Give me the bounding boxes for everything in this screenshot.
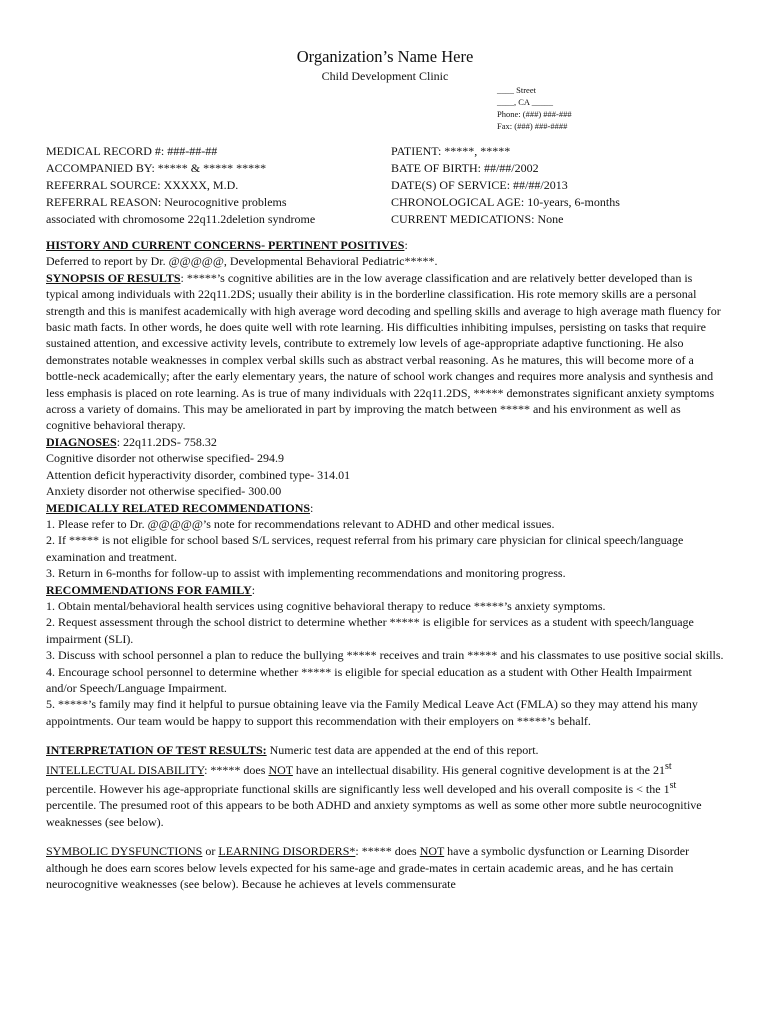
- intellectual-heading: INTELLECTUAL DISABILITY: [46, 762, 205, 777]
- history-heading-line: [46, 237, 724, 253]
- referral-reason: REFERRAL REASON: Neurocognitive problems: [46, 195, 287, 209]
- intellectual-text-4: percentile. The presumed root of this appears to be both ADHD and anxiety symptoms as well as some other more subtle neurocognitive weaknesses (see below).: [46, 798, 702, 829]
- family-rec-item: 2. Request assessment through the school district to determine whether ***** is eligible for services as a student with speech/language impairment (SLI).: [46, 615, 694, 646]
- intellectual-paragraph: [46, 759, 724, 831]
- synopsis-text: : *****’s cognitive abilities are in the low average classification and are relatively better developed than is typical among individuals with 22q11.2DS; usually their ability is in the borderline classification. His rote memory skills are a personal strength and this is manifest academically with high average word decoding and spelling skills and average to high average math fluency for basic math facts. In other words, he does quite well with rote learning. His difficulties inhibiting impulses, persisting on tasks that require sustained attention, and excessive activity levels, contribute to extremely low levels of age-appropriate adaptive functioning. He also demonstrates notable weaknesses in complex verbal skills such as abstract verbal reasoning. As he matures, this will become more of a bottle-neck academically; after the early elementary years, the nature of school work changes and requires more analysis and synthesis and less emphasis is placed on rote learning. As is true of many individuals with 22q11.2DS, ***** demonstrates significant anxiety symptoms across a variety of domains. This may be ameliorated in part by improving the match between ***** and his environment as well as cognitive behavioral therapy.: [46, 270, 721, 433]
- intellectual-text-1: : ***** does: [204, 762, 269, 777]
- intellectual-sup-1: st: [665, 760, 672, 772]
- symbolic-text-2: have a symbolic dysfunction or Learning Disorder although he does earn scores below levels expected for his same-age and grade-mates in certain academic areas, and he has certain neurocognitive weaknesses (see below). Because he achieves at levels commensurate: [46, 844, 690, 892]
- learning-disorders-heading: LEARNING DISORDERS*: [218, 844, 356, 859]
- medical-rec-item: 2. If ***** is not eligible for school based S/L services, request referral from his primary care physician for clinical speech/language examination and treatment.: [46, 533, 684, 564]
- medical-record-number: MEDICAL RECORD #: ###-##-##: [46, 144, 218, 158]
- diagnoses-line: [46, 434, 724, 450]
- clinic-address: [497, 84, 572, 132]
- family-rec-item: 4. Encourage school personnel to determine whether ***** is eligible for special education as a student with Other Health Impairment and/or Speech/Language Impairment.: [46, 664, 692, 695]
- interpretation-line: [46, 742, 724, 758]
- history-text: Deferred to report by Dr. @@@@@, Developmental Behavioral Pediatric*****.: [46, 254, 438, 269]
- medical-recs-heading-line: [46, 500, 724, 516]
- clinic-name: Child Development Clinic: [321, 69, 449, 83]
- birth-date: BATE OF BIRTH: ##/##/2002: [391, 161, 539, 175]
- history-colon: :: [404, 238, 408, 252]
- address-phone: Phone: (###) ###-###: [497, 109, 572, 119]
- medical-rec-item: 3. Return in 6-months for follow-up to assist with implementing recommendations and monitoring progress.: [46, 566, 566, 581]
- referral-reason-cont: associated with chromosome 22q11.2deletion syndrome: [46, 212, 316, 226]
- intellectual-sup-2: st: [669, 780, 677, 791]
- referral-source: REFERRAL SOURCE: XXXXX, M.D.: [46, 178, 239, 192]
- synopsis-heading: SYNOPSIS OF RESULTS: [46, 270, 181, 285]
- report-body: [46, 237, 724, 892]
- interpretation-text: Numeric test data are appended at the end of this report.: [266, 743, 539, 758]
- address-street: ____ Street: [497, 85, 536, 95]
- current-medications: CURRENT MEDICATIONS: None: [391, 212, 564, 226]
- family-rec-item: 1. Obtain mental/behavioral health services using cognitive behavioral therapy to reduce *****’s anxiety symptoms.: [46, 598, 606, 613]
- symbolic-or: or: [202, 844, 219, 859]
- diagnosis-item: Anxiety disorder not otherwise specified- 300.00: [46, 484, 282, 499]
- service-date: DATE(S) OF SERVICE: ##/##/2013: [391, 178, 568, 192]
- intellectual-not: NOT: [268, 762, 293, 777]
- record-info-left: [46, 143, 315, 228]
- family-rec-item: 3. Discuss with school personnel a plan to reduce the bullying ***** receives and train ***** and his classmates to use positive social skills.: [46, 648, 724, 663]
- synopsis-paragraph: [46, 270, 724, 434]
- address-fax: Fax: (###) ###-####: [497, 121, 568, 131]
- family-recs-heading-line: [46, 582, 724, 598]
- symbolic-heading: SYMBOLIC DYSFUNCTIONS: [46, 844, 203, 859]
- family-rec-item: 5. *****’s family may find it helpful to pursue obtaining leave via the Family Medical Leave Act (FMLA) so they may attend his many appointments. Our team would be happy to support this recommendation with their employers on *****’s behalf.: [46, 697, 698, 728]
- family-recs-colon: :: [251, 582, 256, 597]
- symbolic-text-1: : ***** does: [355, 844, 420, 859]
- diagnosis-item: Attention deficit hyperactivity disorder, combined type- 314.01: [46, 467, 351, 482]
- interpretation-heading: INTERPRETATION OF TEST RESULTS:: [46, 743, 267, 758]
- patient-name: PATIENT: *****, *****: [391, 144, 511, 158]
- section-spacer: [46, 729, 724, 742]
- diagnoses-primary: : 22q11.2DS- 758.32: [116, 434, 217, 449]
- symbolic-not: NOT: [419, 844, 445, 859]
- medical-recs-colon: :: [310, 500, 314, 515]
- section-spacer: [46, 830, 724, 843]
- organization-name: Organization’s Name Here: [296, 47, 474, 66]
- record-info-right: [391, 143, 620, 228]
- medical-rec-item: 1. Please refer to Dr. @@@@@’s note for recommendations relevant to ADHD and other medical issues.: [46, 516, 555, 531]
- chronological-age: CHRONOLOGICAL AGE: 10-years, 6-months: [391, 195, 620, 209]
- diagnosis-item: Cognitive disorder not otherwise specified- 294.9: [46, 451, 284, 466]
- intellectual-text-3: percentile. However his age-appropriate functional skills are significantly less well developed and his overall composite is < the 1: [46, 782, 670, 796]
- intellectual-text-2: have an intellectual disability. His general cognitive development is at the 21: [292, 762, 666, 777]
- history-heading: HISTORY AND CURRENT CONCERNS- PERTINENT POSITIVES: [46, 238, 405, 252]
- address-city: ____, CA _____: [497, 97, 553, 107]
- family-recs-heading: RECOMMENDATIONS FOR FAMILY: [46, 582, 252, 597]
- symbolic-paragraph: [46, 843, 724, 892]
- medical-recs-heading: MEDICALLY RELATED RECOMMENDATIONS: [46, 500, 311, 515]
- diagnoses-heading: DIAGNOSES: [46, 434, 117, 449]
- accompanied-by: ACCOMPANIED BY: ***** & ***** *****: [46, 161, 267, 175]
